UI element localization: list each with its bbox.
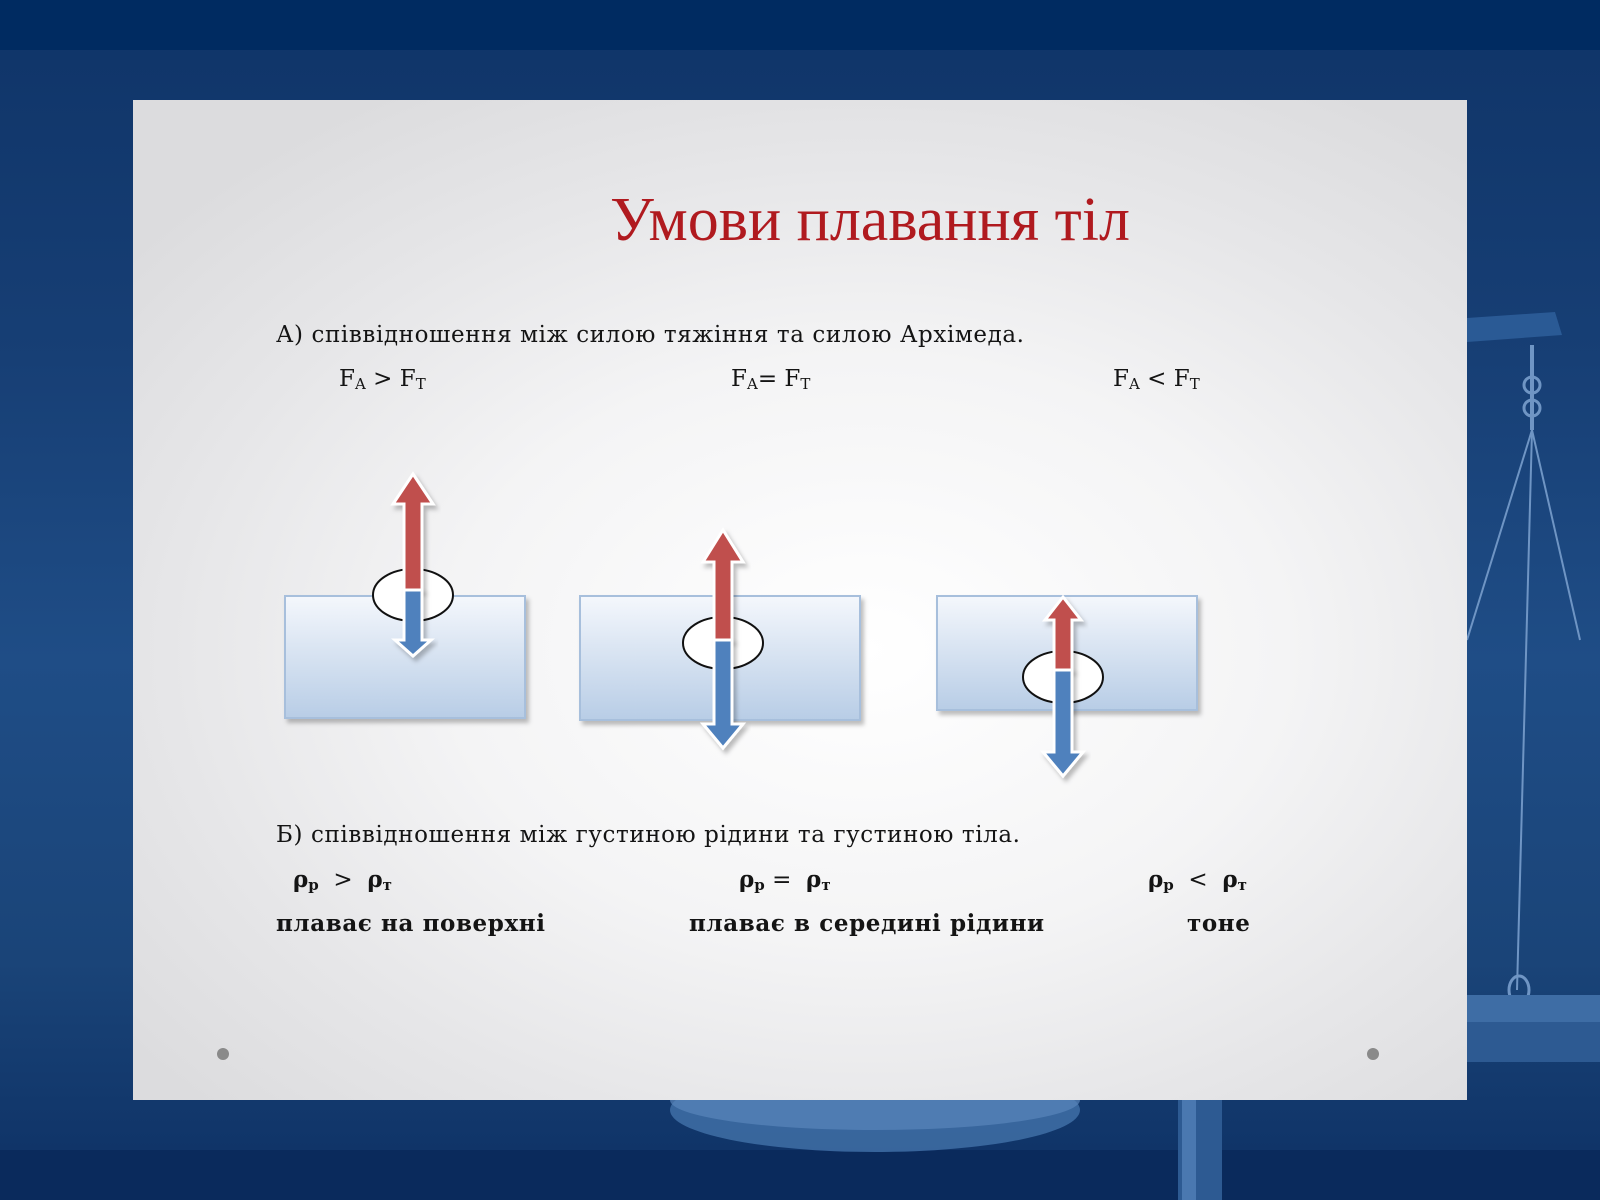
slide-title: Умови плавання тіл [610, 186, 1130, 254]
section-a-heading: А) співвідношення між силою тяжіння та силою Архімеда. [276, 322, 1025, 348]
corner-dot-right [1367, 1048, 1379, 1060]
diagram-floats-inside [580, 530, 860, 748]
diagram-sinks [937, 596, 1197, 776]
state-floats-inside: плаває в середині рідини [689, 910, 1045, 937]
density-relation-3: $\rho_p < \rho_т$ [1148, 866, 1247, 894]
diagram-floats-surface [285, 474, 525, 718]
slide [133, 100, 1467, 1100]
force-relation-2: $F_A= F_T$ [731, 366, 811, 393]
force-relation-1: $F_A > F_T$ [339, 366, 426, 393]
density-relation-2: $\rho_p = \rho_т$ [739, 866, 831, 894]
corner-dot-left [217, 1048, 229, 1060]
section-b-heading: Б) співвідношення між густиною рідини та густиною тіла. [276, 822, 1021, 848]
state-sinks: тоне [1187, 910, 1251, 937]
density-relation-1: $\rho_p > \rho_т$ [293, 866, 392, 894]
force-relation-3: $F_A < F_T$ [1113, 366, 1200, 393]
force-diagrams [133, 100, 1467, 1100]
state-floats-surface: плаває на поверхні [276, 910, 546, 937]
